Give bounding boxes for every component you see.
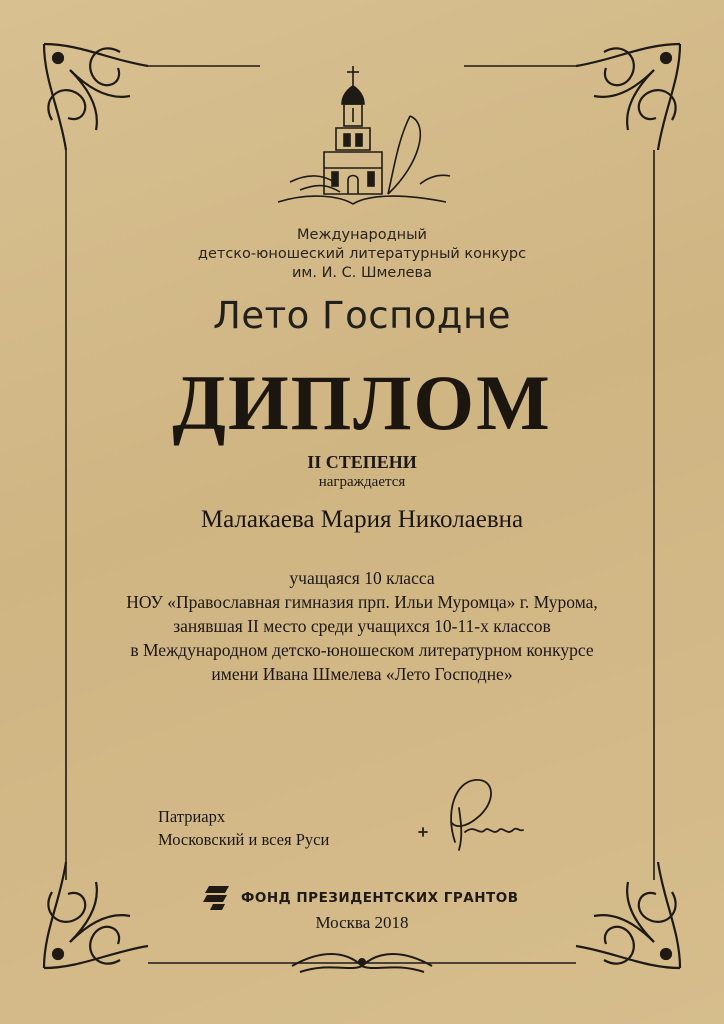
- fund-block: [203, 886, 519, 910]
- description-line-2: НОУ «Православная гимназия прп. Ильи Муромца» г. Мурома,: [126, 592, 598, 612]
- organizer-line-1: Международный: [297, 227, 427, 243]
- handwritten-signature: [415, 772, 525, 852]
- organizer-block: [0, 226, 724, 283]
- presidential-grants-logo-icon: [203, 886, 229, 910]
- award-description: [0, 566, 724, 686]
- organizer-line-2: детско-юношеский литературный конкурс: [197, 246, 527, 262]
- contest-title: Лето Господне: [213, 294, 511, 337]
- city-year: Москва 2018: [315, 913, 409, 932]
- fund-name: ФОНД ПРЕЗИДЕНТСКИХ ГРАНТОВ: [241, 890, 519, 906]
- awarded-label: награждается: [318, 474, 406, 490]
- description-line-4: в Международном детско-юношеском литературном конкурсе: [130, 640, 594, 660]
- recipient-name: Малакаева Мария Николаевна: [200, 506, 524, 533]
- corner-flourish-top-right: [576, 44, 680, 150]
- description-line-5: имени Ивана Шмелева «Лето Господне»: [211, 664, 513, 684]
- description-line-3: занявшая II место среди учащихся 10-11-х классов: [173, 616, 551, 636]
- signatory-line-1: Патриарх: [158, 807, 226, 826]
- corner-flourish-top-left: [44, 44, 148, 150]
- organizer-line-3: им. И. С. Шмелева: [292, 265, 432, 281]
- diploma-degree: II СТЕПЕНИ: [307, 452, 417, 472]
- description-line-1: учащаяся 10 класса: [289, 568, 435, 588]
- church-quill-emblem: [270, 64, 454, 214]
- signatory-line-2: Московский и всея Руси: [158, 830, 330, 849]
- diploma-title: ДИПЛОМ: [172, 359, 552, 446]
- signatory-block: [158, 805, 329, 851]
